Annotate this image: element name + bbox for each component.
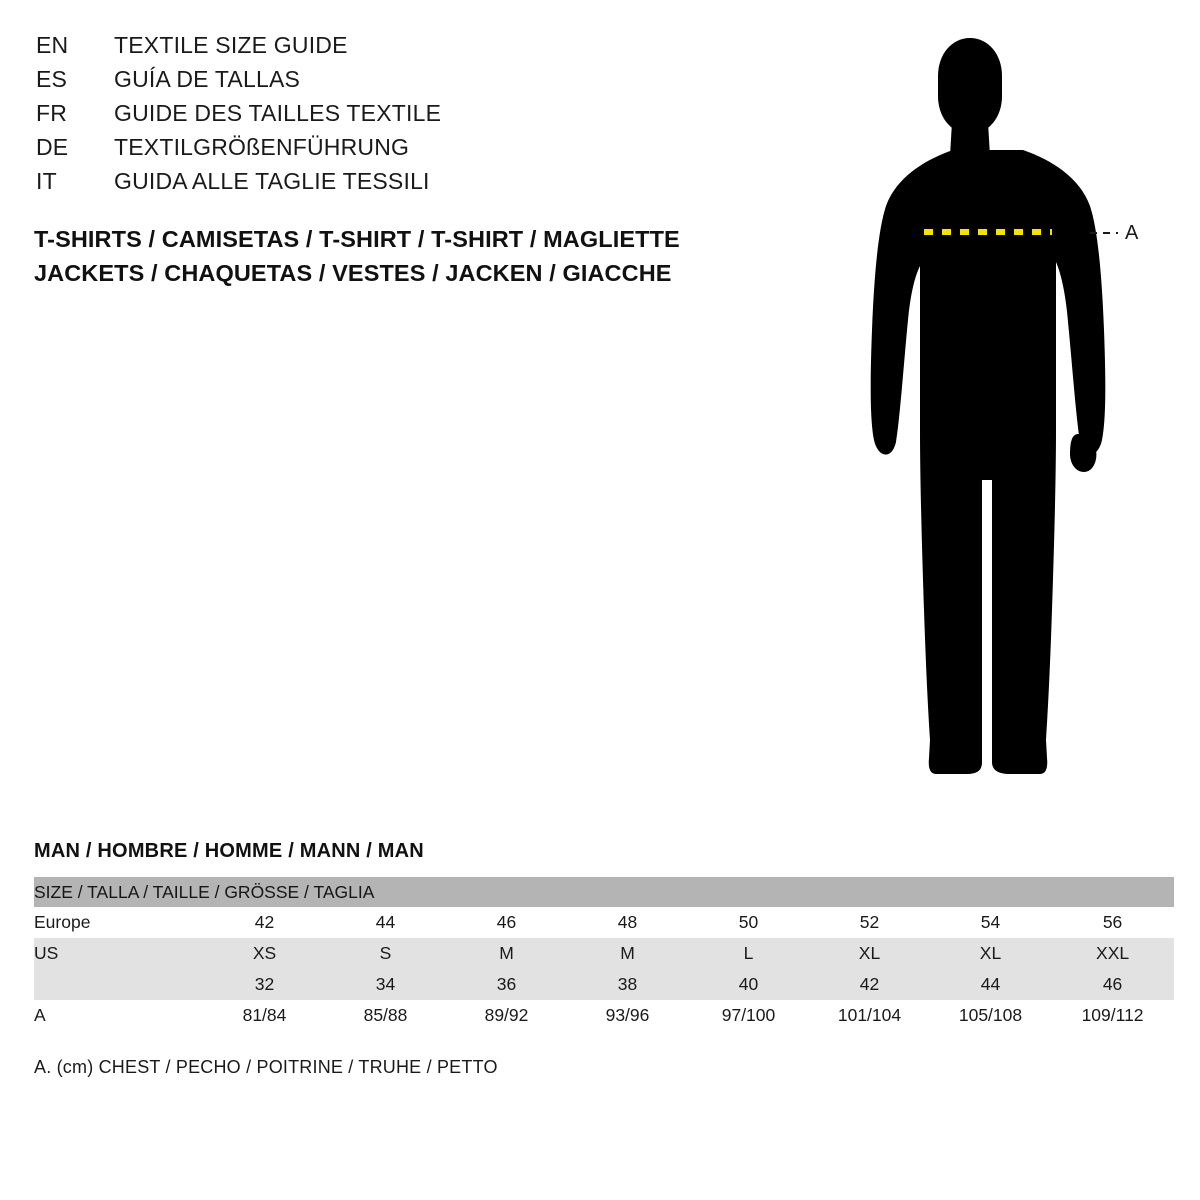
cell-value: L [688,938,809,969]
size-table [34,877,1174,1031]
cell-value: 42 [204,907,325,938]
cell-value: M [446,938,567,969]
cell-value: XXL [1051,938,1174,969]
language-title: GUÍA DE TALLAS [114,66,301,92]
cell-value: 52 [809,907,930,938]
row-label: US [34,938,204,969]
category-line-jackets: JACKETS / CHAQUETAS / VESTES / JACKEN / GIACCHE [34,260,672,286]
cell-value: XS [204,938,325,969]
cell-value: 93/96 [567,1000,688,1031]
cell-value: 34 [325,969,446,1000]
table-title: MAN / HOMBRE / HOMME / MANN / MAN [34,840,424,862]
language-row [36,168,736,202]
table-header-label: SIZE / TALLA / TAILLE / GRÖSSE / TAGLIA [34,877,1174,907]
male-silhouette-figure [820,10,1180,790]
language-row [36,134,736,168]
cell-value: 44 [930,969,1051,1000]
cell-value: 85/88 [325,1000,446,1031]
cell-value: XL [809,938,930,969]
cell-value: 81/84 [204,1000,325,1031]
language-title: GUIDA ALLE TAGLIE TESSILI [114,168,430,194]
cell-value: 89/92 [446,1000,567,1031]
cell-value: 38 [567,969,688,1000]
table-row [34,938,1174,969]
garment-category-list [34,222,794,290]
row-label: A [34,1000,204,1031]
table-footnote: A. (cm) CHEST / PECHO / POITRINE / TRUHE / PETTO [34,1057,498,1077]
row-label [34,969,204,1000]
language-code: DE [36,134,69,160]
cell-value: 32 [204,969,325,1000]
cell-value: 44 [325,907,446,938]
cell-value: 46 [446,907,567,938]
cell-value: 42 [809,969,930,1000]
cell-value: 48 [567,907,688,938]
language-header-list [36,32,736,202]
language-row [36,32,736,66]
language-code: EN [36,32,69,58]
cell-value: M [567,938,688,969]
language-row [36,66,736,100]
table-header-row [34,877,1174,907]
measure-label-a: A [1125,222,1139,244]
language-row [36,100,736,134]
cell-value: 54 [930,907,1051,938]
cell-value: 101/104 [809,1000,930,1031]
cell-value: 46 [1051,969,1174,1000]
measure-leader-dashes [1090,232,1118,234]
cell-value: 40 [688,969,809,1000]
language-title: TEXTILE SIZE GUIDE [114,32,348,58]
language-title: GUIDE DES TAILLES TEXTILE [114,100,442,126]
table-row [34,969,1174,1000]
category-line-tshirts: T-SHIRTS / CAMISETAS / T-SHIRT / T-SHIRT / MAGLIETTE [34,226,680,252]
row-label: Europe [34,907,204,938]
size-table-section [34,840,1174,1078]
cell-value: 56 [1051,907,1174,938]
table-row [34,907,1174,938]
cell-value: 109/112 [1051,1000,1174,1031]
cell-value: 50 [688,907,809,938]
silhouette-svg [820,10,1180,790]
language-code: IT [36,168,57,194]
table-row [34,1000,1174,1031]
language-title: TEXTILGRÖßENFÜHRUNG [114,134,410,160]
cell-value: XL [930,938,1051,969]
cell-value: 97/100 [688,1000,809,1031]
language-code: FR [36,100,68,126]
language-code: ES [36,66,68,92]
cell-value: S [325,938,446,969]
cell-value: 36 [446,969,567,1000]
cell-value: 105/108 [930,1000,1051,1031]
